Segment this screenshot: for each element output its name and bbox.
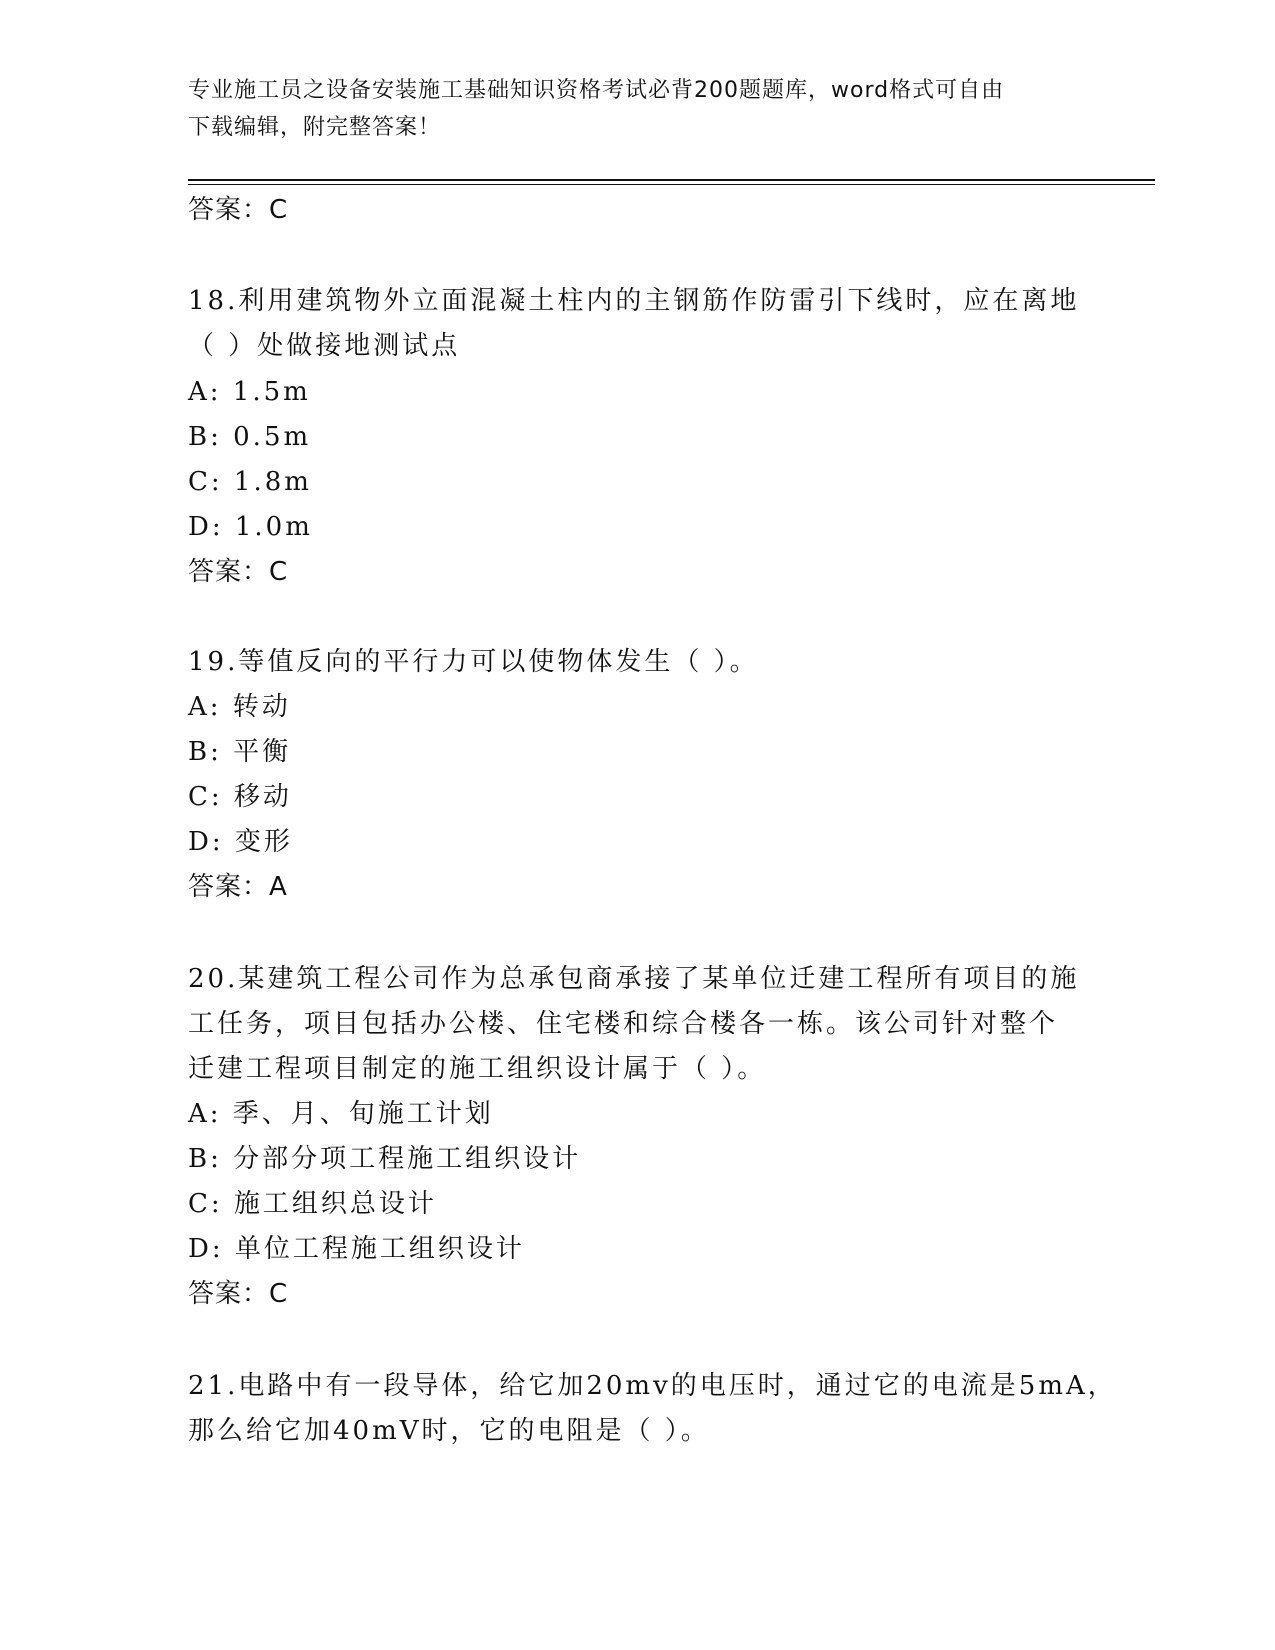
question-18-option-c: C: 1.8m [188,467,312,497]
question-19-option-c: C: 移动 [188,782,292,812]
header-divider-thick [188,179,1155,181]
question-20-text-line-1: 20.某建筑工程公司作为总承包商承接了某单位迁建工程所有项目的施 [188,964,1080,994]
question-18-option-d: D: 1.0m [188,512,313,542]
question-18-text-line-2: （ ）处做接地测试点 [188,331,461,361]
previous-answer: 答案：C [188,195,289,225]
question-19-text-line-1: 19.等值反向的平行力可以使物体发生（ ）。 [188,647,759,677]
question-20-answer: 答案：C [188,1279,289,1309]
document-header [188,72,1088,146]
question-21-text-line-1: 21.电路中有一段导体，给它加20mv的电压时，通过它的电流是5mA， [188,1371,1117,1401]
question-19-option-b: B: 平衡 [188,737,292,767]
header-line-2: 下载编辑，附完整答案！ [188,115,442,140]
header-line-1: 专业施工员之设备安装施工基础知识资格考试必背200题题库，word格式可自由 [188,78,1005,103]
question-20-text-line-3: 迁建工程项目制定的施工组织设计属于（ ）。 [188,1054,767,1084]
question-19-option-a: A: 转动 [188,692,291,722]
question-20-option-b: B: 分部分项工程施工组织设计 [188,1144,582,1174]
question-18-option-a: A: 1.5m [188,377,311,407]
question-20-option-c: C: 施工组织总设计 [188,1189,437,1219]
question-18-answer: 答案：C [188,557,289,587]
question-21-text-line-2: 那么给它加40mV时，它的电阻是（ ）。 [188,1416,710,1446]
header-divider-thin [188,184,1155,185]
question-20-option-d: D: 单位工程施工组织设计 [188,1234,525,1264]
question-18-option-b: B: 0.5m [188,422,312,452]
question-20-option-a: A: 季、月、旬施工计划 [188,1099,494,1129]
question-20-text-line-2: 工任务，项目包括办公楼、住宅楼和综合楼各一栋。该公司针对整个 [188,1009,1059,1039]
question-19-option-d: D: 变形 [188,827,293,857]
question-18-text-line-1: 18.利用建筑物外立面混凝土柱内的主钢筋作防雷引下线时，应在离地 [188,286,1080,316]
question-19-answer: 答案：A [188,872,288,902]
